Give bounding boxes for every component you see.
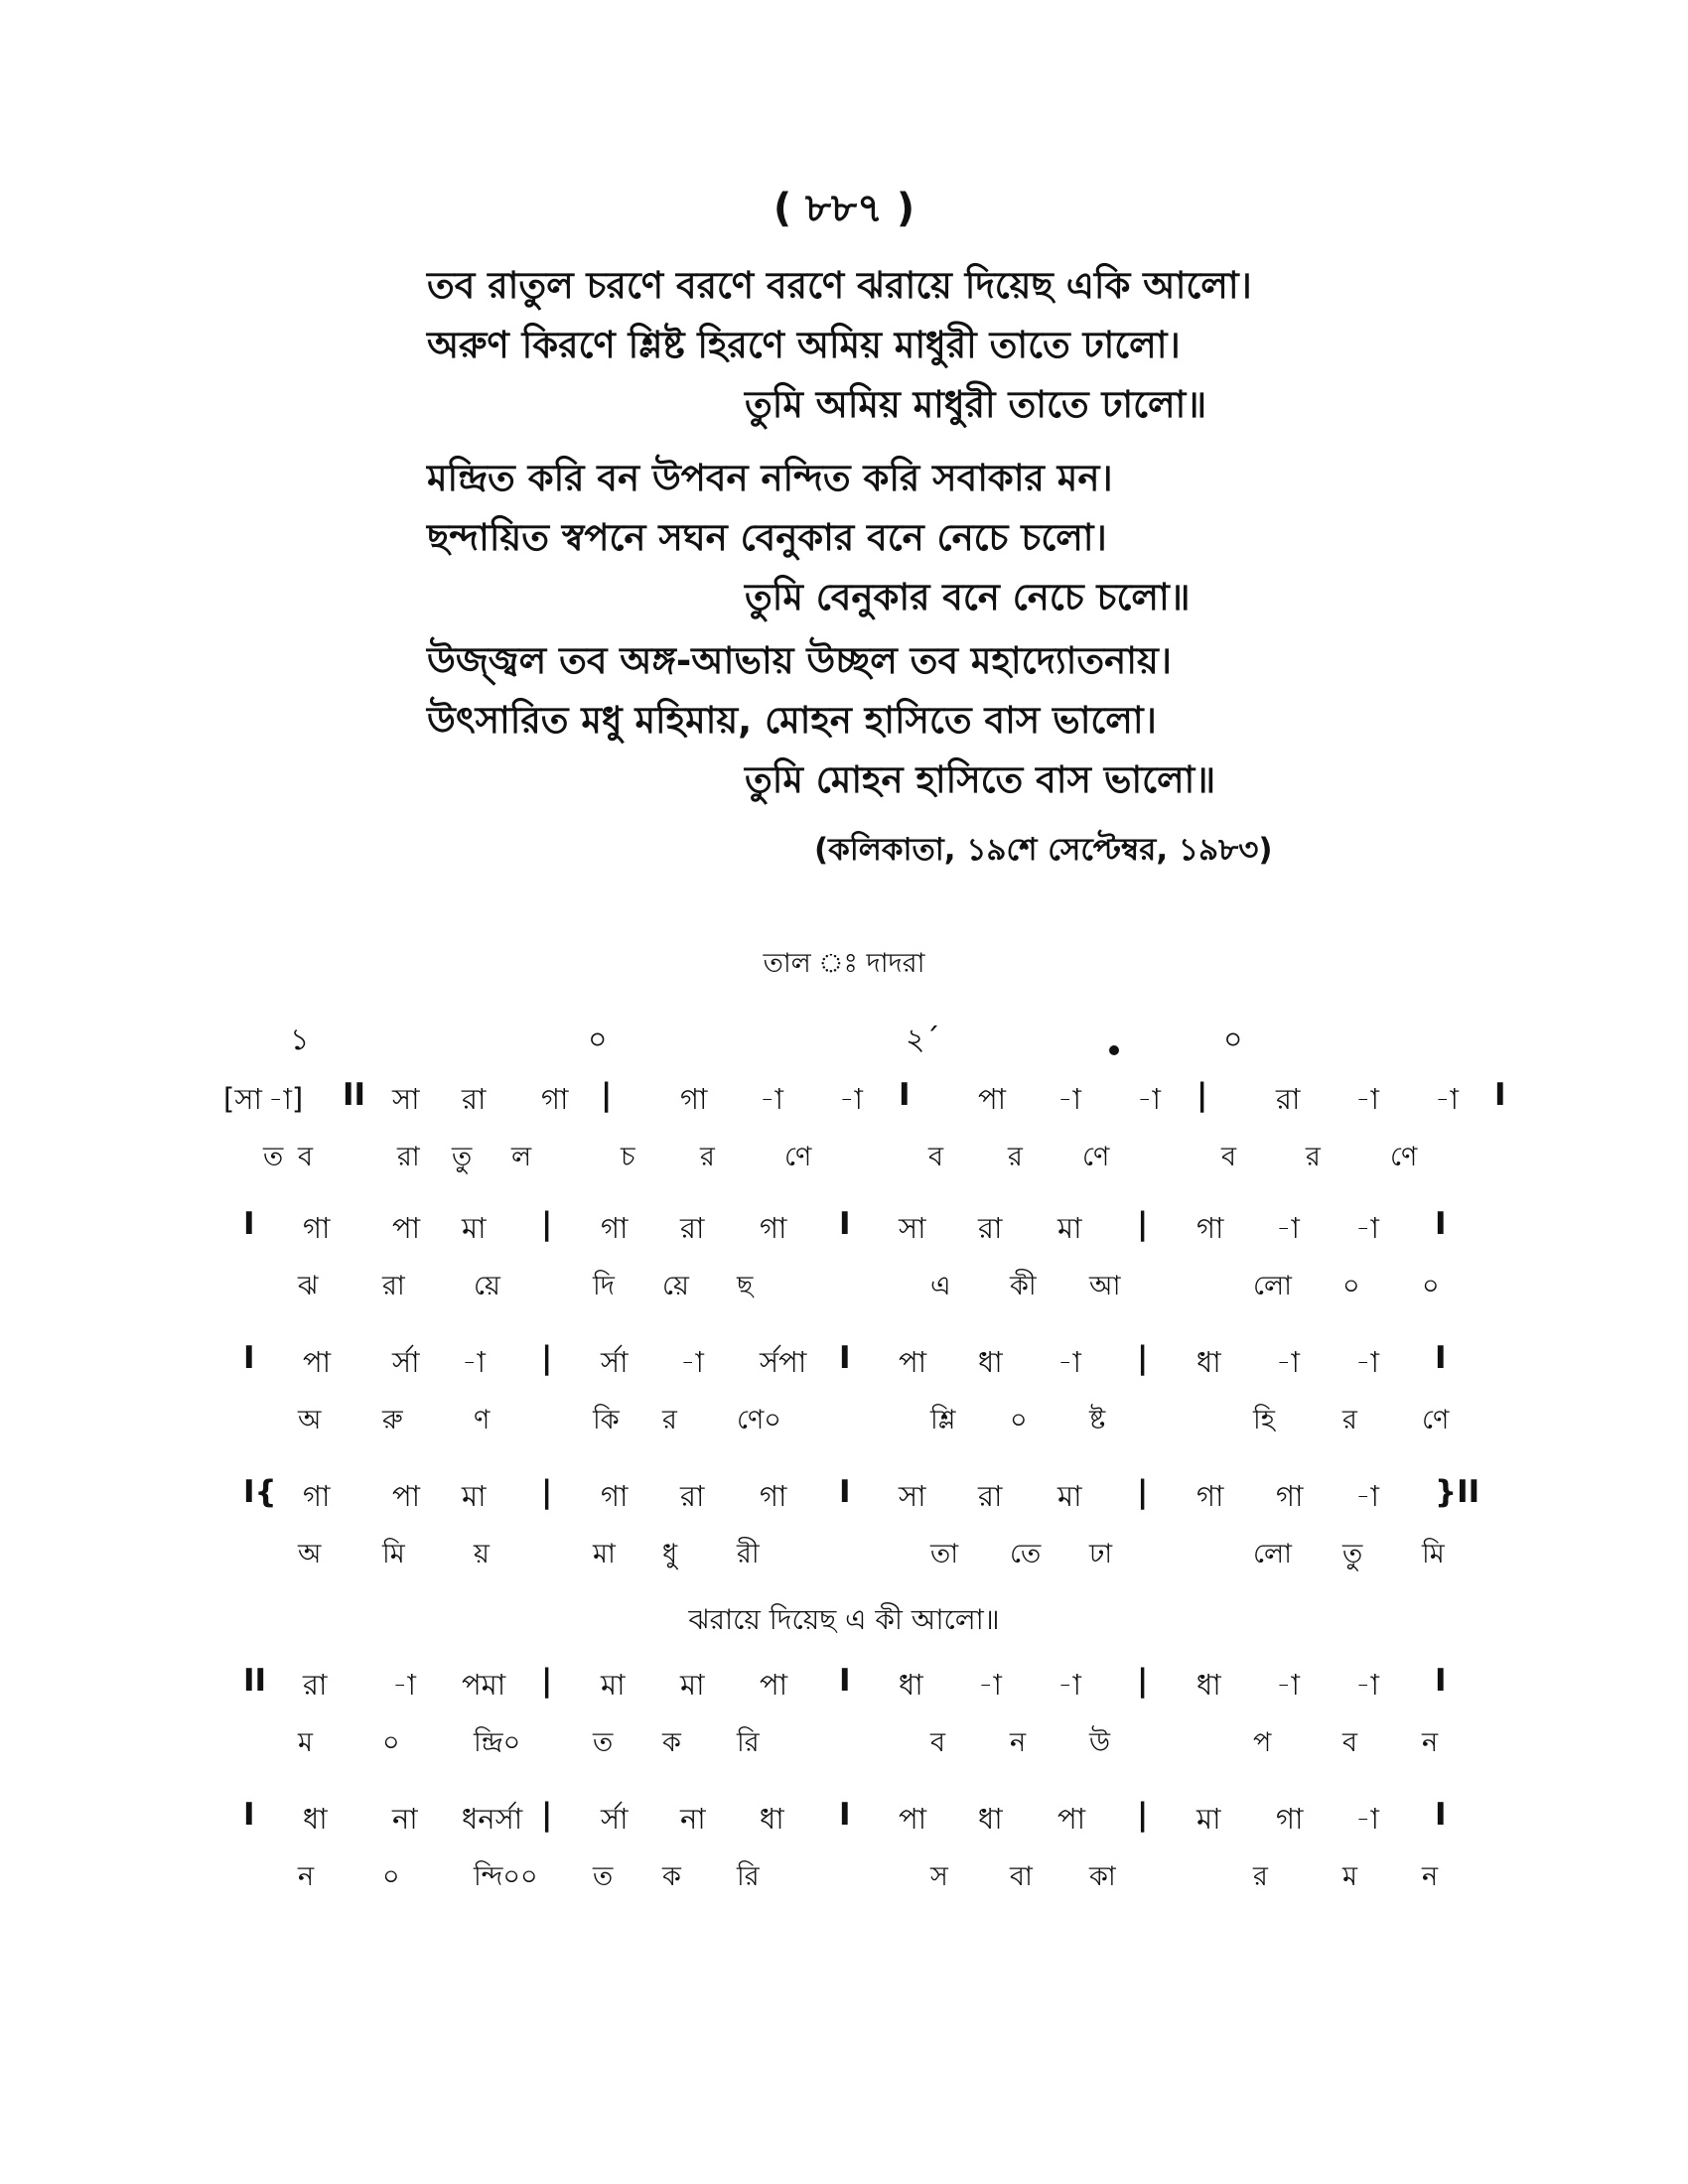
beat-markers <box>0 1016 1688 1055</box>
bar-line: | <box>541 1797 553 1833</box>
bar-line: II <box>343 1077 366 1113</box>
swara-note: র্সা <box>601 1802 629 1836</box>
swara-note: ধা <box>978 1802 1003 1836</box>
lyric-syllable: ম <box>1342 1861 1357 1892</box>
lyric-syllable: ঢা <box>1089 1539 1113 1570</box>
lyric-syllable: ষ্ট <box>1089 1405 1106 1435</box>
lyric-syllable: ঝ <box>298 1271 319 1301</box>
lyric-syllable: উ <box>1089 1727 1111 1758</box>
swara-note: গা <box>1276 1802 1304 1836</box>
lyric-syllable: ০ <box>382 1861 400 1892</box>
lyric-syllable: য়ে <box>662 1271 689 1301</box>
beat-dot <box>1109 1045 1119 1055</box>
lyric-syllable: ন <box>1010 1727 1027 1758</box>
verse-3 <box>427 631 1420 810</box>
lyric-syllable: ব <box>1342 1727 1358 1758</box>
swara-note: -া <box>1355 1668 1379 1702</box>
swara-note: মা <box>462 1211 487 1245</box>
lyric-syllable: কা <box>1089 1861 1116 1892</box>
lyric-syllable: র <box>1306 1142 1321 1172</box>
lyric-syllable: স <box>930 1861 948 1892</box>
swara-note: -া <box>1355 1082 1379 1116</box>
verse-line: উৎসারিত মধু মহিমায়, মোহন হাসিতে বাস ভালো। <box>427 699 1157 742</box>
lyric-syllable: ত <box>593 1861 614 1892</box>
bar-line: I <box>243 1206 255 1242</box>
lyric-syllable: ণে <box>1390 1142 1418 1172</box>
bar-line: | <box>1137 1206 1149 1242</box>
swara-note: গা <box>1196 1211 1224 1245</box>
swara-note: ধা <box>760 1802 784 1836</box>
verse-line: ছন্দায়িত স্বপনে সঘন বেনুকার বনে নেচে চলো। <box>427 516 1107 559</box>
lyric-syllable: কী <box>1010 1271 1037 1301</box>
lyric-row <box>0 1400 1688 1449</box>
verse-line: মন্দ্রিত করি বন উপবন নন্দিত করি সবাকার মন। <box>427 457 1113 499</box>
verse-line: তব রাতুল চরণে বরণে বরণে ঝরায়ে দিয়েছ একি আলো। <box>427 264 1252 307</box>
verse-1 <box>427 256 1420 435</box>
swara-note: গা <box>303 1211 331 1245</box>
lyric-syllable: র <box>662 1405 677 1435</box>
lyric-syllable: ত <box>593 1727 614 1758</box>
lyric-syllable: বা <box>1010 1861 1033 1892</box>
swara-note: ধনর্সা <box>462 1802 523 1836</box>
swara-note: গা <box>760 1479 787 1513</box>
lyric-syllable: ণে <box>1082 1142 1110 1172</box>
lyric-syllable: তু <box>452 1142 473 1172</box>
swara-note: -া <box>462 1345 486 1379</box>
swara-note: -া <box>1355 1802 1379 1836</box>
lyric-syllable: ০ <box>1342 1271 1360 1301</box>
lyric-syllable: র <box>1008 1142 1023 1172</box>
lyric-syllable: তু <box>1342 1539 1363 1570</box>
lyric-syllable: ব <box>298 1142 314 1172</box>
lyric-row <box>0 1856 1688 1906</box>
bar-line: | <box>541 1340 553 1376</box>
swara-note: -া <box>680 1345 704 1379</box>
lyric-syllable: য়ে <box>474 1271 500 1301</box>
swara-note: ধা <box>899 1668 923 1702</box>
swara-note: গা <box>303 1479 331 1513</box>
notation-row <box>0 1797 1688 1846</box>
lyric-syllable: তে <box>1010 1539 1042 1570</box>
bar-line: I <box>1494 1077 1506 1113</box>
swara-note: -া <box>1355 1479 1379 1513</box>
bar-line: | <box>1137 1474 1149 1510</box>
lyric-syllable: এ <box>930 1271 951 1301</box>
swara-note: রা <box>680 1211 705 1245</box>
verse-2 <box>427 449 1420 627</box>
lyric-syllable: মি <box>382 1539 405 1570</box>
swara-note: -া <box>1276 1345 1300 1379</box>
swara-note: -া <box>392 1668 416 1702</box>
bar-line: I{ <box>243 1474 277 1510</box>
lyric-syllable: হি <box>1253 1405 1275 1435</box>
bar-line: | <box>541 1206 553 1242</box>
lyric-syllable: রি <box>737 1727 760 1758</box>
swara-note: রা <box>462 1082 487 1116</box>
swara-note: পা <box>392 1479 421 1513</box>
bar-line: | <box>1137 1340 1149 1376</box>
lyric-syllable: র <box>700 1142 715 1172</box>
lyric-syllable: লো <box>1253 1539 1292 1570</box>
lyric-syllable: ব <box>1221 1142 1237 1172</box>
swara-note: মা <box>601 1668 626 1702</box>
swara-note: মা <box>680 1668 705 1702</box>
swara-note: র্সা <box>392 1345 420 1379</box>
lyric-syllable: ছ <box>737 1271 754 1301</box>
swara-note: গা <box>680 1082 708 1116</box>
repeat-note: ঝরায়ে দিয়েছ এ কী আলো॥ <box>688 1603 1000 1636</box>
verse-refrain: তুমি অমিয় মাধুরী তাতে ঢালো॥ <box>745 383 1207 426</box>
lyric-row <box>0 1266 1688 1315</box>
swara-note: পমা <box>462 1668 506 1702</box>
swara-note: মা <box>1057 1479 1082 1513</box>
lyric-syllable: শ্লি <box>930 1405 956 1435</box>
page-number: ( ৮৮৭ ) <box>773 186 915 231</box>
bar-line: I <box>1435 1206 1447 1242</box>
lyric-row <box>0 1722 1688 1772</box>
lyric-syllable: রী <box>737 1539 760 1570</box>
bar-line: | <box>541 1474 553 1510</box>
lyric-syllable: ণ <box>474 1405 491 1435</box>
lyric-syllable: দি <box>593 1271 615 1301</box>
bar-line: I <box>1435 1797 1447 1833</box>
beat-marker: ০ <box>588 1023 608 1057</box>
lyric-syllable: মি <box>1422 1539 1445 1570</box>
lyric-syllable: ন্দ্রি০ <box>474 1727 521 1758</box>
swara-note: রা <box>680 1479 705 1513</box>
swara-note: -া <box>1057 1345 1081 1379</box>
swara-note: ধা <box>1196 1668 1221 1702</box>
bar-line: | <box>541 1663 553 1699</box>
lyric-syllable: প <box>1253 1727 1272 1758</box>
lyric-syllable: কি <box>593 1405 620 1435</box>
swara-note: পা <box>392 1211 421 1245</box>
swara-note: সা <box>899 1479 926 1513</box>
swara-note: গা <box>760 1211 787 1245</box>
swara-note: [সা <box>223 1082 262 1116</box>
verse-line: উজ্জ্বল তব অঙ্গ-আভায় উচ্ছল তব মহাদ্যোতনায়। <box>427 639 1172 682</box>
swara-note: -া <box>760 1082 783 1116</box>
lyric-syllable: আ <box>1089 1271 1121 1301</box>
bar-line: I <box>1435 1663 1447 1699</box>
notation-row <box>0 1340 1688 1390</box>
bar-line: I <box>839 1206 851 1242</box>
swara-note: গা <box>601 1479 629 1513</box>
bar-line: | <box>601 1077 613 1113</box>
lyric-syllable: র <box>1253 1861 1268 1892</box>
swara-note: ধা <box>978 1345 1003 1379</box>
bar-line: | <box>1137 1663 1149 1699</box>
notation-row <box>0 1474 1688 1524</box>
notation-row <box>0 1206 1688 1256</box>
lyric-syllable: র <box>1342 1405 1357 1435</box>
bar-line: I <box>899 1077 911 1113</box>
swara-note: রা <box>978 1211 1003 1245</box>
lyric-syllable: ন <box>1422 1727 1439 1758</box>
swara-note: গা <box>541 1082 569 1116</box>
lyric-syllable: রা <box>397 1142 420 1172</box>
bar-line: | <box>1196 1077 1208 1113</box>
lyric-syllable: ব <box>928 1142 944 1172</box>
swara-note: রা <box>978 1479 1003 1513</box>
lyric-syllable: ণে <box>784 1142 812 1172</box>
tala-label: তাল ঃ দাদরা <box>763 948 925 979</box>
swara-note: -া <box>1276 1211 1300 1245</box>
bar-line: I <box>839 1663 851 1699</box>
swara-note: -া <box>1355 1345 1379 1379</box>
lyric-syllable: ক <box>662 1727 681 1758</box>
swara-note: গা <box>601 1211 629 1245</box>
lyric-syllable: ল <box>511 1142 532 1172</box>
notation-row <box>0 1077 1688 1127</box>
swara-note: না <box>680 1802 706 1836</box>
swara-note: পা <box>899 1345 927 1379</box>
swara-note: -া <box>1137 1082 1161 1116</box>
lyric-syllable: ০ <box>1010 1405 1028 1435</box>
bar-line: I <box>839 1340 851 1376</box>
swara-note: ধা <box>303 1802 328 1836</box>
lyric-syllable: ন <box>1422 1861 1439 1892</box>
lyric-syllable: মা <box>593 1539 616 1570</box>
swara-note: পা <box>760 1668 788 1702</box>
swara-note: গা <box>1276 1479 1304 1513</box>
swara-note: পা <box>899 1802 927 1836</box>
bar-line: II <box>243 1663 267 1699</box>
bar-line: I <box>243 1340 255 1376</box>
lyric-syllable: ত <box>263 1142 284 1172</box>
lyric-syllable: ক <box>662 1861 681 1892</box>
swara-note: -া <box>978 1668 1002 1702</box>
verse-refrain: তুমি মোহন হাসিতে বাস ভালো॥ <box>745 758 1216 801</box>
lyric-syllable: লো <box>1253 1271 1292 1301</box>
swara-note: -া <box>1435 1082 1459 1116</box>
swara-note: সা <box>392 1082 420 1116</box>
swara-note: -া] <box>268 1082 304 1116</box>
bar-line: | <box>1137 1797 1149 1833</box>
beat-marker: ২´ <box>906 1023 940 1057</box>
lyric-syllable: ০ <box>382 1727 400 1758</box>
swara-note: না <box>392 1802 418 1836</box>
swara-note: র্সা <box>601 1345 629 1379</box>
bar-line: I <box>1435 1340 1447 1376</box>
notation-row <box>0 1663 1688 1712</box>
lyric-syllable: ণে০ <box>737 1405 781 1435</box>
bar-line: I <box>839 1474 851 1510</box>
bar-line: I <box>839 1797 851 1833</box>
lyric-syllable: ন <box>298 1861 315 1892</box>
swara-note: পা <box>978 1082 1007 1116</box>
swara-note: পা <box>1057 1802 1086 1836</box>
swara-note: মা <box>1057 1211 1082 1245</box>
swara-note: র্সপা <box>760 1345 807 1379</box>
bar-line: }II <box>1435 1474 1480 1510</box>
lyric-syllable: রু <box>382 1405 403 1435</box>
swara-note: গা <box>1196 1479 1224 1513</box>
lyric-syllable: রা <box>382 1271 405 1301</box>
swara-note: রা <box>303 1668 328 1702</box>
verse-line: অরুণ কিরণে শ্লিষ্ট হিরণে অমিয় মাধুরী তাতে ঢালো। <box>427 324 1181 366</box>
lyric-syllable: ণে <box>1422 1405 1450 1435</box>
lyric-syllable: রি <box>737 1861 760 1892</box>
lyric-syllable: য় <box>474 1539 490 1570</box>
lyric-syllable: ম <box>298 1727 313 1758</box>
swara-note: মা <box>1196 1802 1221 1836</box>
swara-note: -া <box>1057 1082 1081 1116</box>
swara-note: -া <box>839 1082 863 1116</box>
lyric-syllable: অ <box>298 1405 322 1435</box>
lyric-syllable: ব <box>930 1727 946 1758</box>
lyric-syllable: অ <box>298 1539 322 1570</box>
beat-marker: ১ <box>290 1023 310 1057</box>
beat-marker: ০ <box>1223 1023 1243 1057</box>
swara-note: পা <box>303 1345 332 1379</box>
swara-note: -া <box>1057 1668 1081 1702</box>
lyric-syllable: ন্দি০০ <box>474 1861 538 1892</box>
lyric-syllable: ধু <box>662 1539 678 1570</box>
lyric-row <box>0 1137 1688 1186</box>
lyric-syllable: ০ <box>1422 1271 1440 1301</box>
swara-note: -া <box>1355 1211 1379 1245</box>
swara-note: ধা <box>1196 1345 1221 1379</box>
verse-refrain: তুমি বেনুকার বনে নেচে চলো॥ <box>745 576 1191 618</box>
swara-note: সা <box>899 1211 926 1245</box>
swara-note: রা <box>1276 1082 1301 1116</box>
swara-note: মা <box>462 1479 487 1513</box>
bar-line: I <box>243 1797 255 1833</box>
date-line: (কলিকাতা, ১৯শে সেপ্টেম্বর, ১৯৮৩) <box>814 832 1273 868</box>
lyric-row <box>0 1534 1688 1583</box>
swara-note: -া <box>1276 1668 1300 1702</box>
lyric-syllable: চ <box>621 1142 635 1172</box>
lyric-syllable: তা <box>930 1539 959 1570</box>
